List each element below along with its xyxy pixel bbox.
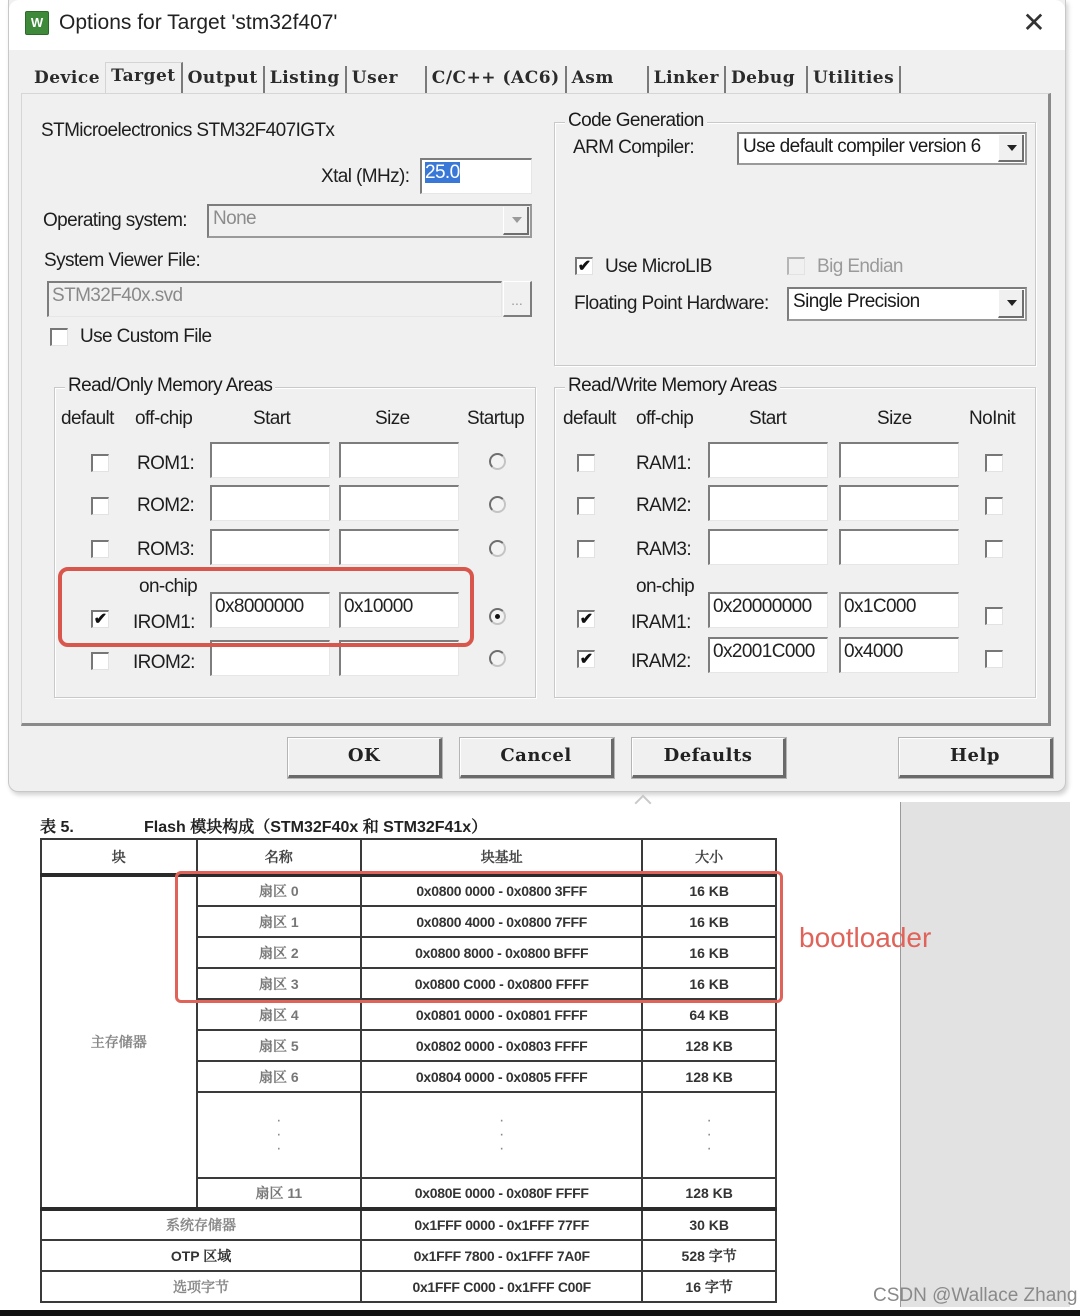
title-bar	[9, 0, 1065, 50]
block-size: 528 字节	[642, 1240, 776, 1271]
irom1-default-checkbox[interactable]: ✔	[91, 610, 109, 628]
sector-name: 扇区 11	[197, 1178, 362, 1209]
irom1-start-input[interactable]: 0x8000000	[210, 592, 330, 628]
big-endian-label: Big Endian	[817, 256, 903, 277]
rom3-label: ROM3:	[137, 539, 195, 560]
sector-address: 0x080E 0000 - 0x080F FFFF	[361, 1178, 642, 1209]
ram1-label: RAM1:	[636, 453, 692, 474]
sector-name: 扇区 4	[197, 999, 362, 1030]
header-name: 名称	[197, 839, 362, 875]
ellipsis-cell: · · ·	[361, 1092, 642, 1178]
svd-browse-button[interactable]: ...	[503, 281, 532, 317]
iram1-start-input[interactable]: 0x20000000	[708, 592, 828, 628]
rom-header-start: Start	[253, 408, 291, 429]
readwrite-memory-group	[554, 375, 1036, 698]
os-value: None	[213, 208, 257, 229]
tab-debug[interactable]: Debug	[726, 66, 808, 94]
sector-address: 0x0801 0000 - 0x0801 FFFF	[361, 999, 642, 1030]
sector-name: 扇区 5	[197, 1030, 362, 1061]
sector-size: 16 KB	[642, 968, 776, 999]
tab-device[interactable]: Device	[34, 68, 101, 88]
iram1-size-input[interactable]: 0x1C000	[839, 592, 959, 628]
tab-target[interactable]: Target	[105, 62, 183, 94]
rom1-size-input[interactable]	[339, 442, 459, 478]
table-row	[41, 875, 776, 906]
big-endian-checkbox[interactable]	[787, 257, 805, 275]
rom1-default-checkbox[interactable]	[91, 454, 109, 472]
ram3-label: RAM3:	[636, 539, 692, 560]
header-block: 块	[41, 839, 197, 875]
block-name: OTP 区域	[41, 1240, 361, 1271]
ram-onchip-label: on-chip	[636, 576, 695, 597]
ram2-noinit-checkbox[interactable]	[985, 497, 1003, 515]
iram1-label: IRAM1:	[631, 612, 691, 633]
rom3-size-input[interactable]	[339, 529, 459, 565]
ok-button[interactable]: OK	[288, 738, 442, 778]
chevron-down-icon	[998, 135, 1024, 162]
rom3-default-checkbox[interactable]	[91, 540, 109, 558]
table-row	[41, 1209, 776, 1240]
rom2-default-checkbox[interactable]	[91, 497, 109, 515]
ram-header-size: Size	[877, 408, 912, 429]
readonly-memory-group	[54, 375, 536, 698]
ram3-start-input[interactable]	[708, 529, 828, 565]
ram2-size-input[interactable]	[839, 485, 959, 521]
irom1-size-input[interactable]: 0x10000	[339, 592, 459, 628]
readwrite-memory-title: Read/Write Memory Areas	[565, 375, 780, 397]
keil-app-icon: W	[25, 11, 49, 35]
block-name: 系统存储器	[41, 1209, 361, 1240]
ram2-start-input[interactable]	[708, 485, 828, 521]
rom1-label: ROM1:	[137, 453, 195, 474]
rom2-startup-radio[interactable]	[489, 496, 506, 513]
irom2-label: IROM2:	[133, 652, 195, 673]
ram-header-default: default	[563, 408, 616, 429]
arm-compiler-select[interactable]	[737, 132, 1027, 165]
tab-linker[interactable]: Linker	[649, 66, 726, 94]
ram3-noinit-checkbox[interactable]	[985, 540, 1003, 558]
iram1-noinit-checkbox[interactable]	[985, 607, 1003, 625]
ram1-noinit-checkbox[interactable]	[985, 454, 1003, 472]
block-size: 30 KB	[642, 1209, 776, 1240]
rom2-label: ROM2:	[137, 495, 195, 516]
sector-address: 0x0800 0000 - 0x0800 3FFF	[361, 875, 642, 906]
sector-size: 64 KB	[642, 999, 776, 1030]
arm-compiler-value: Use default compiler version 6	[743, 136, 981, 157]
ram1-start-input[interactable]	[708, 442, 828, 478]
os-select[interactable]	[207, 204, 532, 238]
sector-size: 16 KB	[642, 906, 776, 937]
table-caption	[40, 814, 487, 837]
header-size: 大小	[642, 839, 776, 875]
header-address: 块基址	[361, 839, 642, 875]
xtal-value: 25.0	[425, 162, 460, 183]
ram3-default-checkbox[interactable]	[577, 540, 595, 558]
block-address: 0x1FFF 0000 - 0x1FFF 77FF	[361, 1209, 642, 1240]
gray-side-panel	[900, 802, 1070, 1307]
table-number: 表 5.	[40, 819, 74, 836]
block-size: 16 字节	[642, 1271, 776, 1302]
svd-label: System Viewer File:	[44, 250, 201, 271]
help-button[interactable]: Help	[899, 738, 1053, 778]
tab-cpp[interactable]: C/C++ (AC6)	[427, 66, 567, 94]
code-generation-title: Code Generation	[565, 110, 707, 132]
fpu-value: Single Precision	[793, 291, 920, 312]
irom2-startup-radio[interactable]	[489, 650, 506, 667]
table-header-row	[41, 839, 776, 875]
rom-header-offchip: off-chip	[135, 408, 193, 429]
table-row	[41, 1271, 776, 1302]
ram3-size-input[interactable]	[839, 529, 959, 565]
use-microlib-label: Use MicroLIB	[605, 256, 712, 277]
chevron-down-icon	[998, 290, 1024, 318]
table-row	[41, 1240, 776, 1271]
rom-header-default: default	[61, 408, 114, 429]
sector-address: 0x0800 4000 - 0x0800 7FFF	[361, 906, 642, 937]
irom2-default-checkbox[interactable]	[91, 652, 109, 670]
close-button[interactable]: ✕	[1022, 7, 1046, 38]
sector-size: 16 KB	[642, 875, 776, 906]
iram2-label: IRAM2:	[631, 651, 691, 672]
table-title: Flash 模块构成（STM32F40x 和 STM32F41x）	[144, 819, 488, 836]
ellipsis-cell: · · ·	[197, 1092, 362, 1178]
fpu-select[interactable]	[787, 287, 1027, 321]
cancel-button[interactable]: Cancel	[460, 738, 614, 778]
sector-address: 0x0804 0000 - 0x0805 FFFF	[361, 1061, 642, 1092]
fpu-label: Floating Point Hardware:	[574, 293, 769, 314]
os-label: Operating system:	[43, 210, 187, 231]
tab-listing[interactable]: Listing	[265, 66, 347, 94]
rom-header-startup: Startup	[467, 408, 525, 429]
tab-strip	[29, 62, 901, 94]
chevron-down-icon	[503, 207, 529, 235]
rom1-startup-radio[interactable]	[489, 453, 506, 470]
rom1-start-input[interactable]	[210, 442, 330, 478]
ram2-label: RAM2:	[636, 495, 692, 516]
sector-address: 0x0800 8000 - 0x0800 BFFF	[361, 937, 642, 968]
defaults-button[interactable]: Defaults	[632, 738, 786, 778]
ram-header-start: Start	[749, 408, 787, 429]
tab-utilities[interactable]: Utilities	[808, 66, 901, 94]
iram2-noinit-checkbox[interactable]	[985, 650, 1003, 668]
flash-sector-table	[40, 838, 777, 1303]
sector-size: 128 KB	[642, 1061, 776, 1092]
watermark: CSDN @Wallace Zhang	[873, 1285, 1078, 1306]
ram-header-offchip: off-chip	[636, 408, 694, 429]
iram2-start-input[interactable]: 0x2001C000	[708, 637, 828, 673]
code-generation-group	[554, 110, 1036, 366]
sector-address: 0x0802 0000 - 0x0803 FFFF	[361, 1030, 642, 1061]
rom2-size-input[interactable]	[339, 485, 459, 521]
sector-size: 128 KB	[642, 1030, 776, 1061]
arm-compiler-label: ARM Compiler:	[573, 137, 694, 158]
use-custom-file-checkbox[interactable]	[50, 328, 68, 346]
irom2-start-input[interactable]	[210, 640, 330, 676]
ram-header-noinit: NoInit	[969, 408, 1016, 429]
ellipsis-cell: · · ·	[642, 1092, 776, 1178]
rom-onchip-label: on-chip	[139, 576, 198, 597]
device-name: STMicroelectronics STM32F407IGTx	[41, 120, 335, 141]
use-custom-file-label: Use Custom File	[80, 326, 212, 347]
rom2-start-input[interactable]	[210, 485, 330, 521]
sector-name: 扇区 0	[197, 875, 362, 906]
iram2-default-checkbox[interactable]: ✔	[577, 650, 595, 668]
rom3-startup-radio[interactable]	[489, 540, 506, 557]
sector-name: 扇区 6	[197, 1061, 362, 1092]
target-tab-panel	[21, 93, 1051, 726]
sector-size: 128 KB	[642, 1178, 776, 1209]
sector-name: 扇区 2	[197, 937, 362, 968]
scroll-up-caret-icon	[632, 794, 656, 804]
bottom-border	[0, 1310, 1080, 1316]
irom2-size-input[interactable]	[339, 640, 459, 676]
sector-name: 扇区 1	[197, 906, 362, 937]
sector-address: 0x0800 C000 - 0x0800 FFFF	[361, 968, 642, 999]
tab-user[interactable]: User	[347, 66, 427, 94]
dialog-title: Options for Target 'stm32f407'	[59, 11, 338, 34]
bootloader-annotation: bootloader	[799, 922, 932, 953]
block-address: 0x1FFF C000 - 0x1FFF C00F	[361, 1271, 642, 1302]
options-dialog	[8, 0, 1066, 792]
readonly-memory-title: Read/Only Memory Areas	[65, 375, 275, 397]
block-name: 选项字节	[41, 1271, 361, 1302]
sector-name: 扇区 3	[197, 968, 362, 999]
sector-size: 16 KB	[642, 937, 776, 968]
iram2-size-input[interactable]: 0x4000	[839, 637, 959, 673]
tab-output[interactable]: Output	[183, 66, 265, 94]
main-memory-cell: 主存储器	[41, 875, 197, 1209]
xtal-input[interactable]	[420, 158, 532, 194]
use-microlib-checkbox[interactable]: ✔	[575, 257, 593, 275]
rom3-start-input[interactable]	[210, 529, 330, 565]
ram2-default-checkbox[interactable]	[577, 497, 595, 515]
block-address: 0x1FFF 7800 - 0x1FFF 7A0F	[361, 1240, 642, 1271]
rom-header-size: Size	[375, 408, 410, 429]
ram1-default-checkbox[interactable]	[577, 454, 595, 472]
xtal-label: Xtal (MHz):	[321, 166, 410, 187]
iram1-default-checkbox[interactable]: ✔	[577, 610, 595, 628]
svd-input[interactable]: STM32F40x.svd	[47, 281, 502, 317]
irom1-startup-radio[interactable]	[489, 608, 506, 625]
irom1-label: IROM1:	[133, 612, 195, 633]
ram1-size-input[interactable]	[839, 442, 959, 478]
tab-asm[interactable]: Asm	[567, 66, 649, 94]
